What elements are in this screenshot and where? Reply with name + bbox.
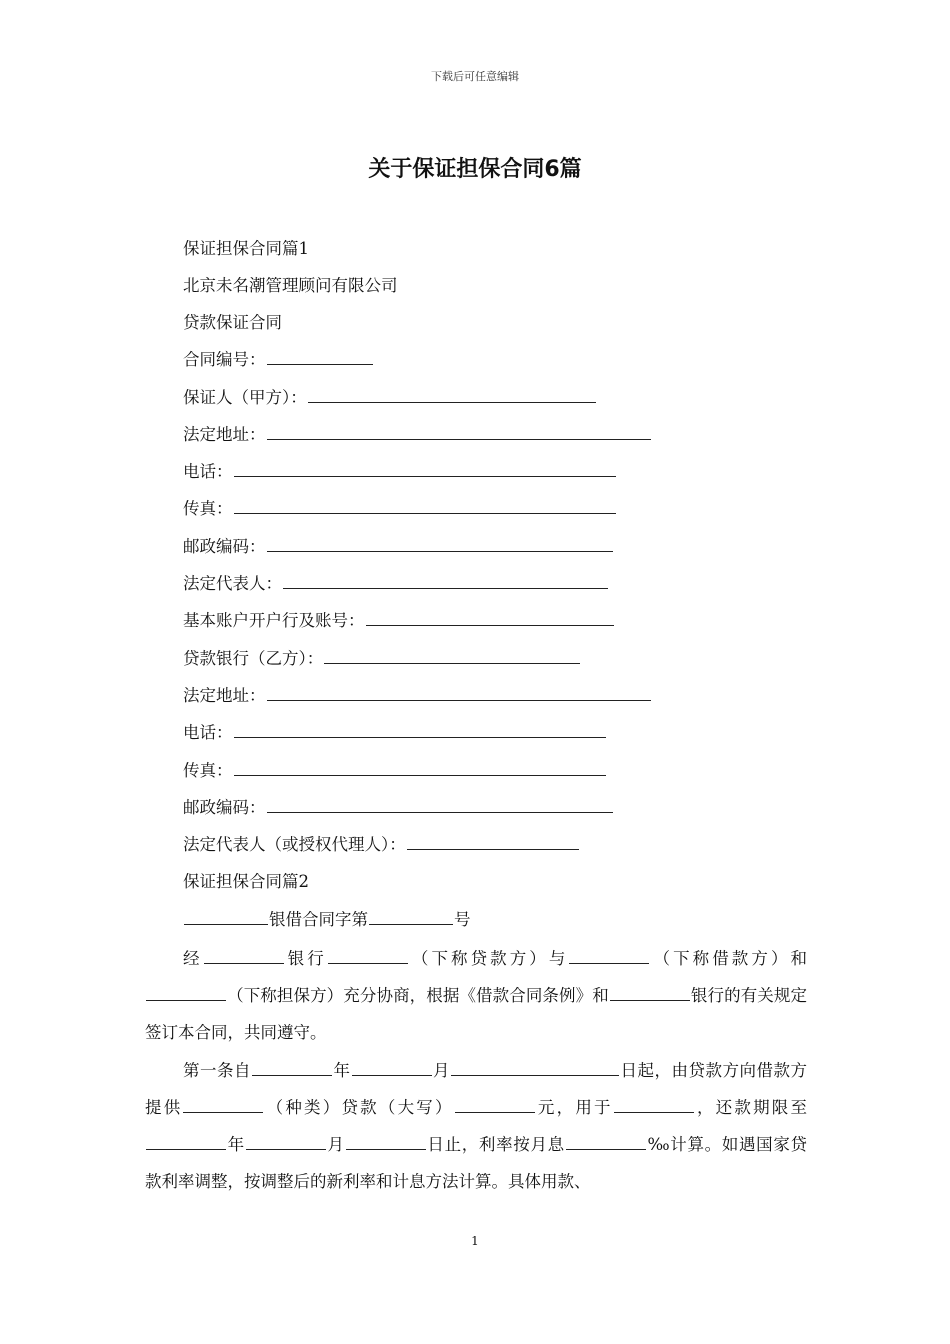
blank-line <box>252 1074 332 1076</box>
blank-line <box>283 587 608 589</box>
blank-line <box>234 475 616 477</box>
blank-line <box>183 1111 263 1113</box>
blank-line <box>234 512 616 514</box>
blank-line <box>455 1111 535 1113</box>
blank-line <box>146 1148 226 1150</box>
field-fax-2: 传真： <box>183 758 607 784</box>
field-address: 法定地址： <box>183 422 652 448</box>
blank-line <box>234 736 606 738</box>
contract-number-line: 银借合同字第 号 <box>183 907 471 933</box>
field-fax: 传真： <box>183 496 617 522</box>
blank-line <box>569 962 649 964</box>
blank-line <box>614 1111 694 1113</box>
blank-line <box>566 1148 646 1150</box>
section-heading-2: 保证担保合同篇2 <box>183 872 309 891</box>
page-header: 下载后可任意编辑 <box>431 70 519 83</box>
blank-line <box>366 624 614 626</box>
blank-line <box>267 811 613 813</box>
field-legal-rep-2: 法定代表人（或授权代理人）： <box>183 832 580 858</box>
page-number: 1 <box>471 1234 479 1248</box>
field-lender: 贷款银行（乙方）： <box>183 646 581 672</box>
blank-line <box>369 923 453 925</box>
blank-line <box>267 438 651 440</box>
blank-line <box>146 999 226 1001</box>
field-contract-no: 合同编号： <box>183 347 374 373</box>
section-heading-1: 保证担保合同篇1 <box>183 239 309 258</box>
blank-line <box>308 401 596 403</box>
field-phone-2: 电话： <box>183 720 607 746</box>
field-phone: 电话： <box>183 459 617 485</box>
blank-line <box>352 1074 432 1076</box>
field-guarantor: 保证人（甲方）： <box>183 385 597 411</box>
document-title: 关于保证担保合同6篇 <box>368 157 582 182</box>
blank-line <box>328 962 408 964</box>
paragraph-article-1: 第一条自 年 月 日起，由贷款方向借款方提供 （种类）贷款（大写） 元，用于 ，还款期限至年 月 日止，利率按月息 ‰计算。如遇国家贷款利率调整，按调整后的新利率和计息方法计算。具体用款、 <box>145 1061 808 1191</box>
blank-line <box>407 848 579 850</box>
field-bank-account: 基本账户开户行及账号： <box>183 608 615 634</box>
blank-line <box>324 662 580 664</box>
blank-line <box>234 774 606 776</box>
blank-line <box>204 962 284 964</box>
blank-line <box>267 550 613 552</box>
blank-line <box>246 1148 326 1150</box>
paragraph-agreement: 经 银行 （下称贷款方）与 （下称借款方）和（下称担保方）充分协商，根据《借款合同条例》和 银行的有关规定签订本合同，共同遵守。 <box>145 949 808 1042</box>
field-address-2: 法定地址： <box>183 683 652 709</box>
field-legal-rep: 法定代表人： <box>183 571 609 597</box>
blank-line <box>451 1074 619 1076</box>
blank-line <box>267 699 651 701</box>
contract-type: 贷款保证合同 <box>183 313 282 332</box>
blank-line <box>346 1148 426 1150</box>
blank-line <box>267 363 373 365</box>
company-name: 北京未名潮管理顾问有限公司 <box>183 276 398 295</box>
blank-line <box>610 999 690 1001</box>
blank-line <box>184 923 268 925</box>
field-postcode: 邮政编码： <box>183 534 614 560</box>
field-postcode-2: 邮政编码： <box>183 795 614 821</box>
